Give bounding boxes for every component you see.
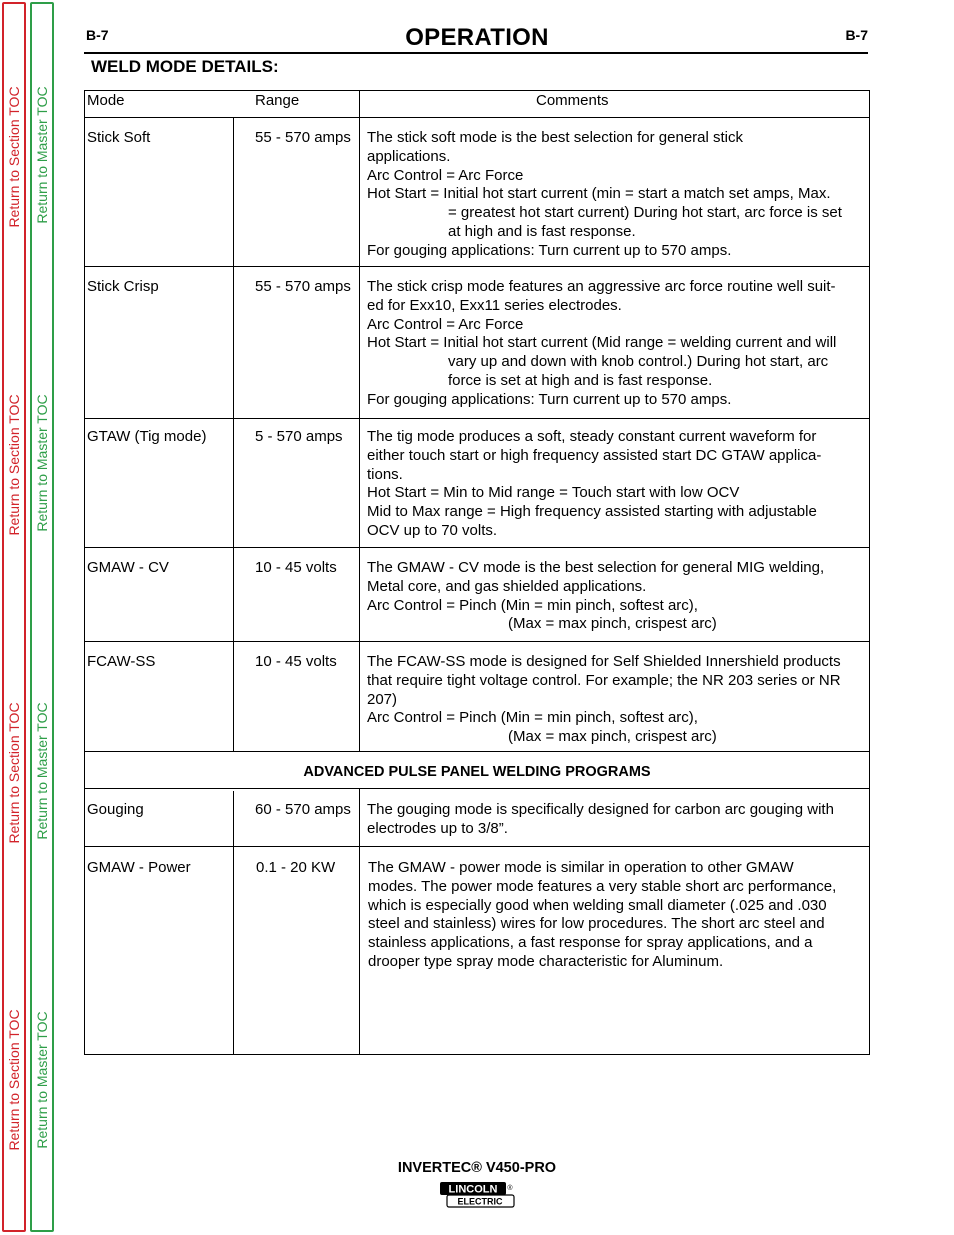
column-divider <box>359 118 360 267</box>
mode-cell: GTAW (Tig mode) <box>87 428 207 445</box>
column-divider <box>233 642 234 752</box>
comment-line: Hot Start = Min to Mid range = Touch start with low OCV <box>367 484 740 502</box>
comment-line: Arc Control = Arc Force <box>367 166 524 184</box>
mode-cell: FCAW-SS <box>87 653 156 670</box>
comment-line: 207) <box>367 690 398 708</box>
comment-line: = greatest hot start current) During hot start, arc force is set <box>448 204 842 222</box>
comment-line: For gouging applications: Turn current up to 570 amps. <box>367 390 732 408</box>
header-range: Range <box>255 92 300 109</box>
table-row <box>85 788 869 847</box>
comment-line: OCV up to 70 volts. <box>367 521 498 539</box>
comment-line: The GMAW - power mode is similar in operation to other GMAW <box>368 859 794 876</box>
comment-line: stainless applications, a fast response for spray applications, and a <box>368 934 813 952</box>
comment-line: The tig mode produces a soft, steady constant current waveform for <box>367 428 817 445</box>
column-divider <box>233 791 234 847</box>
advanced-programs-label: ADVANCED PULSE PANEL WELDING PROGRAMS <box>303 764 651 780</box>
comment-line: (Max = max pinch, crispest arc) <box>508 728 717 746</box>
table-row <box>85 266 869 419</box>
page-number-left: B-7 <box>86 27 109 43</box>
table-header-row <box>85 91 869 117</box>
comment-line: Arc Control = Arc Force <box>367 315 524 333</box>
comment-line: Hot Start = Initial hot start current (Mid range = welding current and will <box>367 334 837 352</box>
return-to-master-toc-link[interactable]: Return to Master TOC <box>34 86 50 224</box>
mode-cell: GMAW - Power <box>87 859 191 876</box>
comment-line: at high and is fast response. <box>448 222 636 240</box>
column-divider <box>359 789 360 847</box>
return-to-section-toc-link[interactable]: Return to Section TOC <box>6 394 22 536</box>
master-toc-bar <box>30 2 54 1232</box>
comment-line: Mid to Max range = High frequency assisted starting with adjustable <box>367 503 817 521</box>
column-divider <box>233 118 234 267</box>
table-row <box>85 547 869 642</box>
comment-line: For gouging applications: Turn current up to 570 amps. <box>367 241 732 259</box>
comment-line: The stick crisp mode features an aggressive arc force routine well suit- <box>367 278 836 295</box>
section-toc-bar <box>2 2 26 1232</box>
comment-line: Arc Control = Pinch (Min = min pinch, softest arc), <box>367 709 698 727</box>
comment-line: ed for Exx10, Exx11 series electrodes. <box>367 296 622 314</box>
logo-bottom-text: ELECTRIC <box>457 1196 503 1207</box>
header-divider <box>84 52 868 54</box>
return-to-section-toc-link[interactable]: Return to Section TOC <box>6 86 22 228</box>
range-cell: 0.1 - 20 KW <box>256 859 336 876</box>
comment-line: Hot Start = Initial hot start current (min = start a match set amps, Max. <box>367 185 831 203</box>
column-divider <box>359 642 360 752</box>
weld-mode-table <box>84 90 870 1055</box>
return-to-master-toc-link[interactable]: Return to Master TOC <box>34 1011 50 1149</box>
range-cell: 55 - 570 amps <box>255 129 351 146</box>
comment-line: The FCAW-SS mode is designed for Self Shielded Innershield products <box>367 653 841 670</box>
table-row <box>85 641 869 752</box>
column-divider <box>359 847 360 1055</box>
comment-line: The GMAW - CV mode is the best selection for general MIG welding, <box>367 559 825 576</box>
advanced-programs-row <box>85 751 869 789</box>
comments-cell <box>368 859 868 972</box>
comment-line: modes. The power mode features a very stable short arc performance, <box>368 877 837 895</box>
comment-line: electrodes up to 3/8”. <box>367 819 508 837</box>
comments-cell <box>367 559 867 634</box>
range-cell: 10 - 45 volts <box>255 559 337 576</box>
comment-line: steel and stainless) wires for low procedures. The short arc steel and <box>368 915 825 933</box>
comment-line: tions. <box>367 465 403 483</box>
lincoln-electric-logo <box>439 1181 515 1208</box>
comment-line: that require tight voltage control. For example; the NR 203 series or NR <box>367 671 841 689</box>
comment-line: either touch start or high frequency assisted start DC GTAW applica- <box>367 446 822 464</box>
logo-top-text: LINCOLN <box>448 1183 498 1196</box>
section-title: WELD MODE DETAILS: <box>91 57 279 76</box>
comment-line: The stick soft mode is the best selection for general stick <box>367 129 744 146</box>
return-to-section-toc-link[interactable]: Return to Section TOC <box>6 1009 22 1151</box>
return-to-master-toc-link[interactable]: Return to Master TOC <box>34 394 50 532</box>
column-divider <box>359 548 360 642</box>
range-cell: 5 - 570 amps <box>255 428 343 445</box>
table-row <box>85 418 869 548</box>
header-comments: Comments <box>536 92 609 109</box>
comment-line: force is set at high and is fast response. <box>448 371 713 389</box>
comments-cell <box>367 428 867 541</box>
header-mode: Mode <box>87 92 125 109</box>
page-number-right: B-7 <box>845 27 868 43</box>
comment-line: Metal core, and gas shielded applications. <box>367 577 647 595</box>
comment-line: drooper type spray mode characteristic for Aluminum. <box>368 952 724 970</box>
column-divider <box>233 419 234 548</box>
comment-line: The gouging mode is specifically designed for carbon arc gouging with <box>367 801 834 818</box>
column-divider <box>359 267 360 419</box>
comment-line: Arc Control = Pinch (Min = min pinch, softest arc), <box>367 596 698 614</box>
column-divider <box>233 548 234 642</box>
logo-registered-mark: ® <box>507 1185 513 1192</box>
comment-line: which is especially good when welding small diameter (.025 and .030 <box>368 896 827 914</box>
mode-cell: GMAW - CV <box>87 559 169 576</box>
mode-cell: Gouging <box>87 801 144 818</box>
comments-cell <box>367 653 867 747</box>
comment-line: applications. <box>367 147 451 165</box>
comments-cell <box>367 129 867 261</box>
column-divider <box>233 847 234 1055</box>
range-cell: 55 - 570 amps <box>255 278 351 295</box>
table-row <box>85 117 869 267</box>
column-divider <box>233 267 234 419</box>
return-to-section-toc-link[interactable]: Return to Section TOC <box>6 702 22 844</box>
comments-cell <box>367 801 867 839</box>
column-divider <box>359 419 360 548</box>
table-row <box>85 846 869 1055</box>
mode-cell: Stick Crisp <box>87 278 159 295</box>
comments-cell <box>367 278 867 410</box>
comment-line: (Max = max pinch, crispest arc) <box>508 615 717 633</box>
page-title: OPERATION <box>405 24 549 51</box>
column-divider <box>359 91 360 117</box>
comment-line: vary up and down with knob control.) During hot start, arc <box>448 353 829 371</box>
range-cell: 60 - 570 amps <box>255 801 351 818</box>
range-cell: 10 - 45 volts <box>255 653 337 670</box>
return-to-master-toc-link[interactable]: Return to Master TOC <box>34 702 50 840</box>
mode-cell: Stick Soft <box>87 129 151 146</box>
product-name: INVERTEC® V450-PRO <box>397 1160 557 1176</box>
